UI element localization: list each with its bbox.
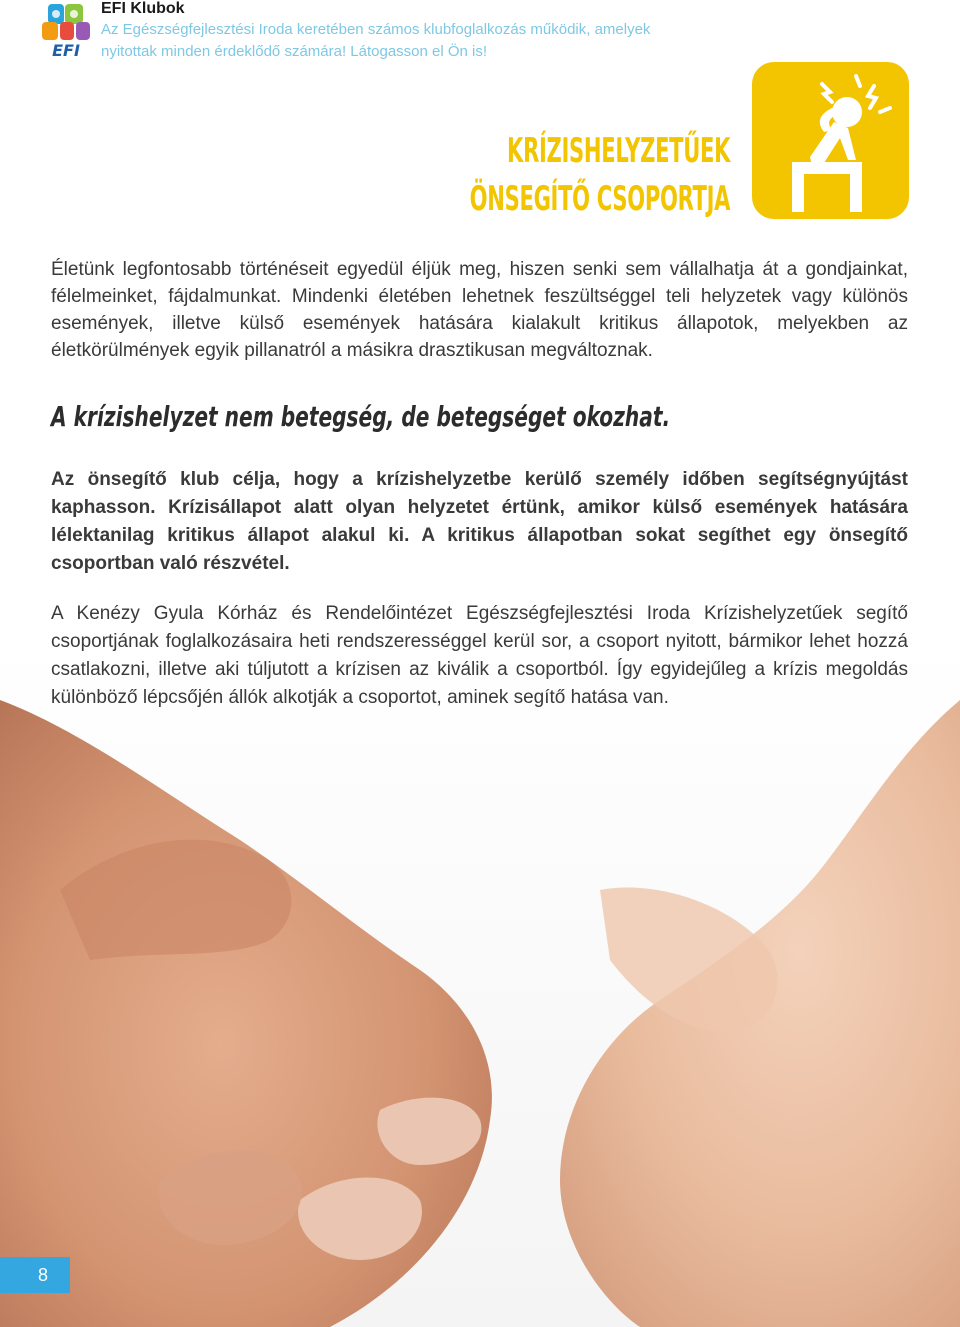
- page-number: 8: [0, 1257, 70, 1293]
- stressed-person-icon: [752, 62, 909, 219]
- holding-hands-photo: [0, 640, 960, 1327]
- logo-text: EFI: [52, 41, 80, 60]
- subheading: A krízishelyzet nem betegség, de betegséget okozhat.: [51, 400, 671, 433]
- goal-paragraph: Az önsegítő klub célja, hogy a krízishelyzetbe kerülő személy időben segítségnyújtást kaphasson. Krízisállapot alatt olyan helyzetet értünk, amikor külső események hatására lélektanilag kritikus állapot alakul ki. A kritikus állapotban sokat segíthet egy önsegítő csoportban való részvétel.: [51, 469, 908, 574]
- page-title: [469, 127, 730, 223]
- title-line-2: ÖNSEGÍTŐ CSOPORTJA: [469, 179, 730, 219]
- efi-logo: [38, 2, 94, 60]
- intro-paragraph: Életünk legfontosabb történéseit egyedül éljük meg, hiszen senki sem vállalhatja át a gondjainkat, félelmeinket, fájdalmunkat. Mindenki életében lehetnek feszültséggel teli helyzetek vagy különös események, illetve külső események hatására kialakult kritikus állapotok, melyekben az életkörülmények egyik pillanatról a másikra drasztikusan megváltoznak.: [51, 259, 908, 361]
- title-line-1: KRÍZISHELYZETŰEK: [506, 131, 730, 171]
- header-title: EFI Klubok: [101, 0, 185, 17]
- details-paragraph: A Kenézy Gyula Kórház és Rendelőintézet Egészségfejlesztési Iroda Krízishelyzetűek segítő csoportjának foglalkozásaira heti rendszerességgel kerül sor, a csoport nyitott, bármikor lehet hozzá csatlakozni, illetve aki túljutott a krízisen az kiválik a csoportból. Így egyidejűleg a krízis megoldás különböző lépcsőjén állók alkotják a csoportot, aminek segítő hatása van.: [51, 603, 908, 708]
- header-description: Az Egészségfejlesztési Iroda keretében számos klubfoglalkozás működik, amelyek nyitottak minden érdeklődő számára! Látogasson el Ön is!: [101, 21, 651, 60]
